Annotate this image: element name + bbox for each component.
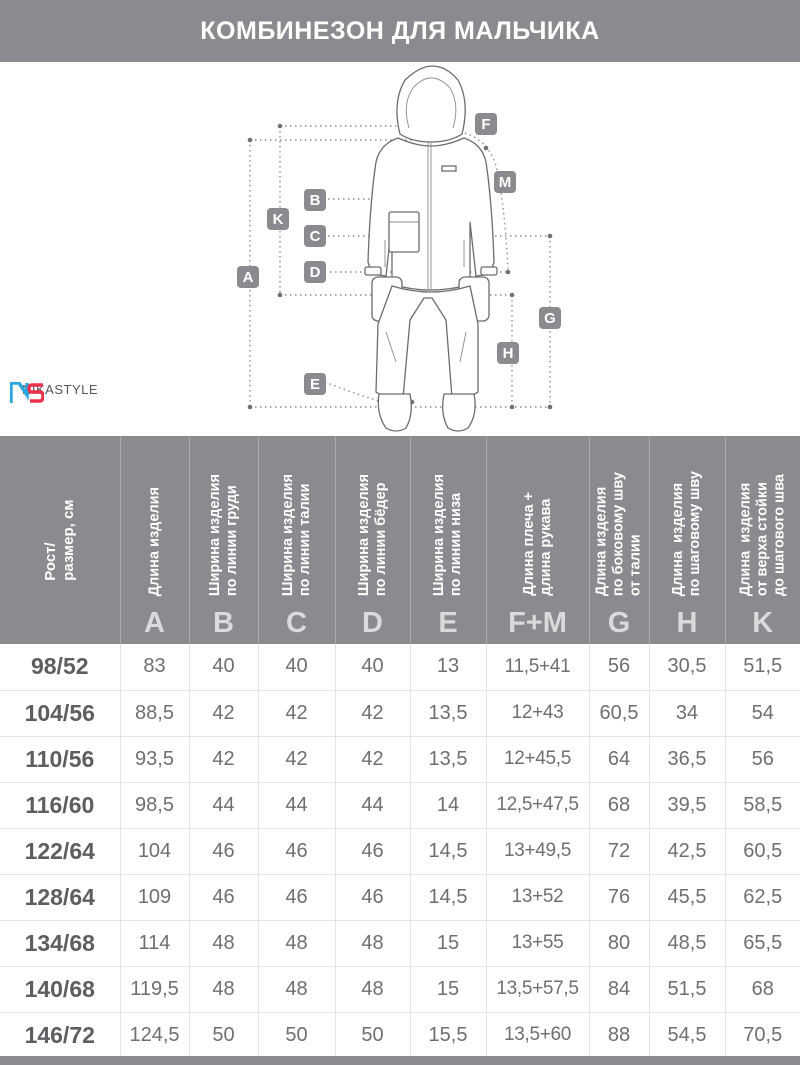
size-cell: 134/68	[0, 920, 120, 966]
size-column-header	[0, 436, 120, 644]
measurement-cell: 48	[189, 966, 258, 1012]
table-row	[0, 874, 800, 920]
size-column-header-label: Рост/ размер, см	[41, 499, 77, 581]
label-h-badge	[497, 342, 519, 364]
measurement-cell: 104	[120, 828, 189, 874]
size-cell: 146/72	[0, 1012, 120, 1058]
measurement-cell: 44	[258, 782, 335, 828]
measurement-cell: 14,5	[410, 828, 486, 874]
measurement-cell: 13,5+57,5	[486, 966, 589, 1012]
svg-text:B: B	[309, 192, 321, 209]
measurement-cell: 48	[335, 920, 410, 966]
label-f-badge	[475, 113, 497, 135]
measurement-cell: 50	[258, 1012, 335, 1058]
measurement-cell: 58,5	[725, 782, 800, 828]
size-cell: 128/64	[0, 874, 120, 920]
measurement-cell: 30,5	[649, 644, 725, 690]
measurement-cell: 46	[189, 874, 258, 920]
measurement-cell: 14	[410, 782, 486, 828]
measurement-cell: 42	[189, 736, 258, 782]
brand-block	[10, 382, 110, 397]
size-cell: 98/52	[0, 644, 120, 690]
label-a-badge	[237, 266, 259, 288]
svg-text:D: D	[309, 264, 321, 281]
measurement-cell: 12+43	[486, 690, 589, 736]
measurement-cell: 40	[189, 644, 258, 690]
table-row	[0, 920, 800, 966]
column-header-letter: C	[286, 607, 307, 639]
measurement-cell: 13,5	[410, 690, 486, 736]
column-header-label: Длина изделия по боковому шву от талии	[593, 471, 644, 596]
column-header-letter: A	[144, 607, 165, 639]
measurement-cell: 54,5	[649, 1012, 725, 1058]
measurement-cell: 42	[335, 690, 410, 736]
measurement-cell: 93,5	[120, 736, 189, 782]
measurement-cell: 68	[725, 966, 800, 1012]
measurement-cell: 42	[258, 690, 335, 736]
column-header-label: Длина изделия	[146, 486, 162, 596]
measurement-cell: 11,5+41	[486, 644, 589, 690]
svg-text:G: G	[544, 310, 556, 327]
jumpsuit-drawing	[0, 62, 800, 436]
nikastyle-logo-icon	[10, 382, 44, 404]
measurement-cell: 13+55	[486, 920, 589, 966]
measurement-cell: 15	[410, 966, 486, 1012]
measurement-cell: 13+49,5	[486, 828, 589, 874]
measurement-cell: 44	[335, 782, 410, 828]
measurement-cell: 13+52	[486, 874, 589, 920]
measurement-cell: 39,5	[649, 782, 725, 828]
svg-text:F: F	[481, 116, 491, 133]
column-header-a	[120, 436, 189, 644]
column-header-c	[258, 436, 335, 644]
table-row	[0, 828, 800, 874]
column-header-k	[725, 436, 800, 644]
size-cell: 104/56	[0, 690, 120, 736]
table-header-row	[0, 436, 800, 644]
measurement-cell: 62,5	[725, 874, 800, 920]
measurement-cell: 114	[120, 920, 189, 966]
measurement-cell: 46	[258, 828, 335, 874]
svg-text:A: A	[242, 269, 254, 286]
column-header-label: Ширина изделия по линии низа	[431, 473, 464, 596]
column-header-letter: B	[213, 607, 234, 639]
label-m-badge	[494, 171, 516, 193]
measurement-cell: 13,5	[410, 736, 486, 782]
size-table	[0, 436, 800, 1059]
column-header-b	[189, 436, 258, 644]
measurement-cell: 68	[589, 782, 649, 828]
measurement-cell: 50	[189, 1012, 258, 1058]
measurement-cell: 65,5	[725, 920, 800, 966]
size-cell: 122/64	[0, 828, 120, 874]
label-d-badge	[304, 261, 326, 283]
measurement-cell: 40	[258, 644, 335, 690]
measurement-cell: 124,5	[120, 1012, 189, 1058]
measurement-cell: 83	[120, 644, 189, 690]
svg-text:E: E	[309, 376, 321, 393]
measurement-cell: 14,5	[410, 874, 486, 920]
size-cell: 116/60	[0, 782, 120, 828]
measurement-cell: 48	[258, 966, 335, 1012]
measurement-cell: 48	[335, 966, 410, 1012]
measurement-cell: 12,5+47,5	[486, 782, 589, 828]
column-header-h	[649, 436, 725, 644]
column-header-g	[589, 436, 649, 644]
measurement-cell: 48	[189, 920, 258, 966]
column-header-f-m	[486, 436, 589, 644]
measurement-cell: 56	[589, 644, 649, 690]
measurement-cell: 84	[589, 966, 649, 1012]
page-title: КОМБИНЕЗОН ДЛЯ МАЛЬЧИКА	[0, 0, 800, 62]
measurement-cell: 51,5	[725, 644, 800, 690]
measurement-cell: 48	[258, 920, 335, 966]
measurement-cell: 56	[725, 736, 800, 782]
table-row	[0, 644, 800, 690]
measurement-cell: 60,5	[725, 828, 800, 874]
column-header-label: Длина изделия по шаговому шву	[670, 470, 703, 596]
table-row	[0, 1012, 800, 1058]
table-row	[0, 966, 800, 1012]
table-row	[0, 690, 800, 736]
measurement-cell: 46	[335, 828, 410, 874]
measurement-cell: 15	[410, 920, 486, 966]
column-header-label: Ширина изделия по линии талии	[279, 473, 313, 596]
table-row	[0, 736, 800, 782]
measurement-cell: 34	[649, 690, 725, 736]
measurement-cell: 46	[258, 874, 335, 920]
measurement-cell: 70,5	[725, 1012, 800, 1058]
column-header-letter: G	[607, 607, 631, 639]
measurement-cell: 88,5	[120, 690, 189, 736]
measurement-cell: 64	[589, 736, 649, 782]
label-b-badge	[304, 189, 326, 211]
table-row	[0, 782, 800, 828]
column-header-letter: H	[676, 607, 698, 639]
column-header-label: Длина изделия от верха стойки до шагового шва	[737, 473, 788, 596]
column-header-label: Ширина изделия по линии бёдер	[355, 473, 389, 596]
measurement-cell: 80	[589, 920, 649, 966]
measurement-cell: 72	[589, 828, 649, 874]
brand-name: NIKASTYLE	[21, 382, 99, 397]
measurement-cell: 119,5	[120, 966, 189, 1012]
label-k-badge	[267, 208, 289, 230]
measurement-cell: 48,5	[649, 920, 725, 966]
size-cell: 110/56	[0, 736, 120, 782]
bottom-bar	[0, 1056, 800, 1065]
size-cell: 140/68	[0, 966, 120, 1012]
measurement-cell: 40	[335, 644, 410, 690]
column-header-letter: F+M	[508, 607, 567, 639]
measurement-cell: 46	[189, 828, 258, 874]
column-header-letter: D	[362, 607, 383, 639]
measurement-cell: 44	[189, 782, 258, 828]
measurement-cell: 42,5	[649, 828, 725, 874]
svg-text:C: C	[309, 228, 321, 245]
measurement-cell: 42	[335, 736, 410, 782]
column-header-label: Длина плеча + длина рукава	[520, 492, 554, 596]
measurement-cell: 54	[725, 690, 800, 736]
column-header-label: Ширина изделия по линии груди	[206, 473, 240, 596]
measurement-cell: 88	[589, 1012, 649, 1058]
measurement-cell: 98,5	[120, 782, 189, 828]
measurement-cell: 76	[589, 874, 649, 920]
label-c-badge	[304, 225, 326, 247]
measurement-cell: 13	[410, 644, 486, 690]
measurement-cell: 46	[335, 874, 410, 920]
measurement-diagram	[0, 62, 800, 436]
measurement-cell: 15,5	[410, 1012, 486, 1058]
measurement-cell: 109	[120, 874, 189, 920]
column-header-e	[410, 436, 486, 644]
label-e-badge	[304, 373, 326, 395]
svg-text:H: H	[502, 345, 514, 362]
measurement-cell: 42	[189, 690, 258, 736]
svg-text:K: K	[272, 211, 284, 228]
measurement-cell: 50	[335, 1012, 410, 1058]
column-header-letter: K	[752, 607, 774, 639]
measurement-cell: 51,5	[649, 966, 725, 1012]
measurement-cell: 45,5	[649, 874, 725, 920]
column-header-d	[335, 436, 410, 644]
column-header-letter: E	[438, 607, 458, 639]
measurement-cell: 42	[258, 736, 335, 782]
measurement-cell: 60,5	[589, 690, 649, 736]
measurement-cell: 12+45,5	[486, 736, 589, 782]
label-g-badge	[539, 307, 561, 329]
measurement-cell: 36,5	[649, 736, 725, 782]
measurement-cell: 13,5+60	[486, 1012, 589, 1058]
svg-text:M: M	[498, 174, 512, 191]
